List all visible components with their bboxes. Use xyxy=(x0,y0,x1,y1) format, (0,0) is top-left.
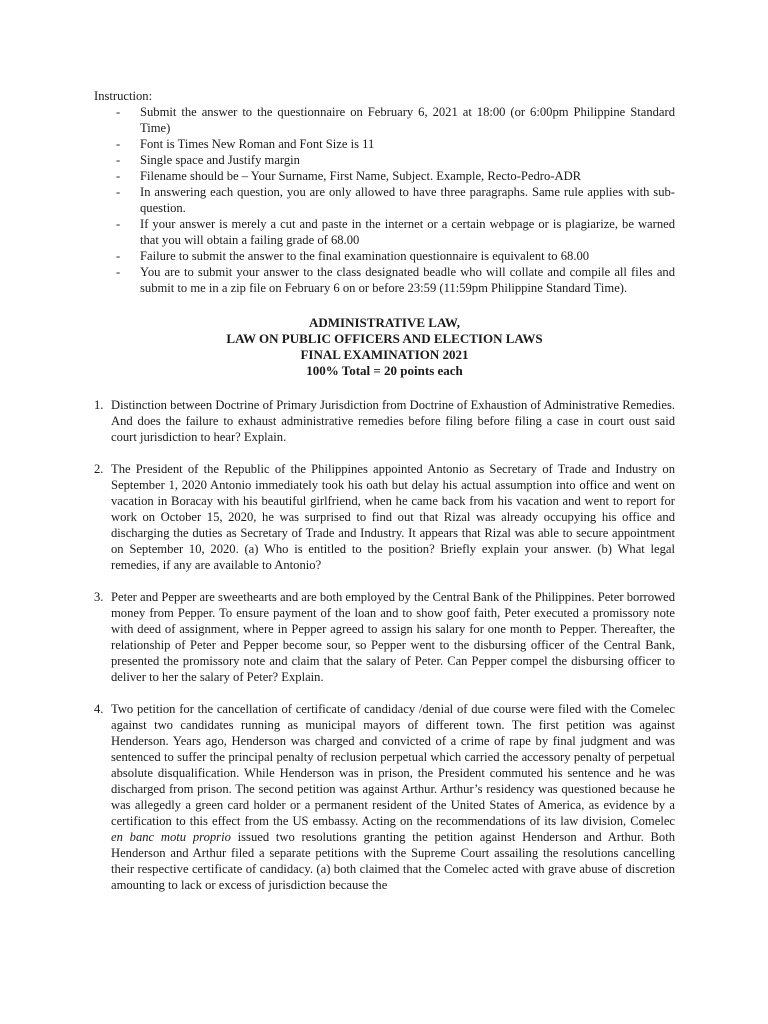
instruction-item xyxy=(94,152,675,168)
exam-heading xyxy=(94,315,675,379)
question-number: 3. xyxy=(94,590,104,604)
bullet-dash: - xyxy=(116,185,121,199)
instruction-text: Font is Times New Roman and Font Size is 11 xyxy=(140,137,375,151)
question-number: 2. xyxy=(94,462,104,476)
instruction-item xyxy=(94,216,675,248)
instruction-item xyxy=(94,248,675,264)
heading-line-1: ADMINISTRATIVE LAW, xyxy=(309,315,460,330)
bullet-dash: - xyxy=(116,169,121,183)
bullet-dash: - xyxy=(116,137,121,151)
question-text-part: Two petition for the cancellation of certificate of candidacy /denial of due course were filed with the Comelec against two candidates running as municipal mayors of different town. The first petition was against Henderson. Years ago, Henderson was charged and convicted of a crime of rape by final judgment and was sentenced to suffer the principal penalty of reclusion perpetual which carried the accessory penalty of perpetual absolute disqualification. While Henderson was in prison, the President commuted his sentence and he was discharged from prison. The second petition was against Arthur. Arthur’s residency was questioned because he was allegedly a green card holder or a permanent resident of the United States of America, as evidence by a certification to this effect from the US embassy. Acting on the recommendations of its law division, Comelec xyxy=(111,702,675,828)
bullet-dash: - xyxy=(116,249,121,263)
instruction-text: Submit the answer to the questionnaire on February 6, 2021 at 18:00 (or 6:00pm Philippine Standard Time) xyxy=(140,105,675,135)
instruction-text: Filename should be – Your Surname, First Name, Subject. Example, Recto-Pedro-ADR xyxy=(140,169,582,183)
question-text-part: issued two resolutions granting the petition against Henderson and Arthur. Both Henderson and Arthur filed a separate petitions with the Supreme Court assailing the resolutions cancelling their respective certificate of candidacy. (a) both claimed that the Comelec acted with grave abuse of discretion amounting to lack or excess of jurisdiction because the xyxy=(111,830,675,892)
instruction-list xyxy=(94,104,675,296)
document-page xyxy=(94,88,675,893)
question-number: 1. xyxy=(94,398,104,412)
bullet-dash: - xyxy=(116,153,121,167)
question-item xyxy=(94,589,675,685)
question-item xyxy=(94,701,675,893)
instruction-text: You are to submit your answer to the class designated beadle who will collate and compile all files and submit to me in a zip file on February 6 on or before 23:59 (11:59pm Philippine Standard Time). xyxy=(140,265,675,295)
heading-line-4: 100% Total = 20 points each xyxy=(306,363,463,378)
bullet-dash: - xyxy=(116,265,121,279)
question-number: 4. xyxy=(94,702,104,716)
question-text xyxy=(111,701,675,893)
heading-line-3: FINAL EXAMINATION 2021 xyxy=(300,347,469,362)
bullet-dash: - xyxy=(116,217,121,231)
heading-line-2: LAW ON PUBLIC OFFICERS AND ELECTION LAWS xyxy=(226,331,543,346)
question-text: The President of the Republic of the Philippines appointed Antonio as Secretary of Trade and Industry on September 1, 2020 Antonio immediately took his oath but delay his actual assumption into office and went on vacation in Boracay with his beautiful girlfriend, when he came back from his vacation and went to report for work on October 15, 2020, he was surprised to find out that Rizal was already occupying his office and discharging the duties as Secretary of Trade and Industry. It appears that Rizal was able to secure appointment on September 10, 2020. (a) Who is entitled to the position? Briefly explain your answer. (b) What legal remedies, if any are available to Antonio? xyxy=(111,462,675,572)
question-list xyxy=(94,397,675,893)
instruction-text: Failure to submit the answer to the final examination questionnaire is equivalent to 68.00 xyxy=(140,249,590,263)
instruction-item xyxy=(94,168,675,184)
question-text: Distinction between Doctrine of Primary Jurisdiction from Doctrine of Exhaustion of Administrative Remedies. And does the failure to exhaust administrative remedies before filing before filing a case in court oust said court jurisdiction to hear? Explain. xyxy=(111,398,675,444)
instruction-item xyxy=(94,136,675,152)
instruction-item xyxy=(94,104,675,136)
instruction-item xyxy=(94,264,675,296)
italic-latin-term: en banc motu proprio xyxy=(111,830,231,844)
bullet-dash: - xyxy=(116,105,121,119)
instruction-text: If your answer is merely a cut and paste in the internet or a certain webpage or is plagiarize, be warned that you will obtain a failing grade of 68.00 xyxy=(140,217,675,247)
instruction-text: In answering each question, you are only allowed to have three paragraphs. Same rule applies with sub-question. xyxy=(140,185,675,215)
question-item xyxy=(94,461,675,573)
instruction-item xyxy=(94,184,675,216)
question-text: Peter and Pepper are sweethearts and are both employed by the Central Bank of the Philippines. Peter borrowed money from Pepper. To ensure payment of the loan and to show goof faith, Peter executed a promissory note with deed of assignment, where in Pepper agreed to assign his salary for one month to Pepper. Thereafter, the relationship of Peter and Pepper become sour, so Pepper went to the disbursing officer of the Central Bank, presented the promissory note and claim that the salary of Peter. Can Pepper compel the disbursing officer to deliver to her the salary of Peter? Explain. xyxy=(111,590,675,684)
instruction-text: Single space and Justify margin xyxy=(140,153,300,167)
question-item xyxy=(94,397,675,445)
instruction-label: Instruction: xyxy=(94,89,153,103)
